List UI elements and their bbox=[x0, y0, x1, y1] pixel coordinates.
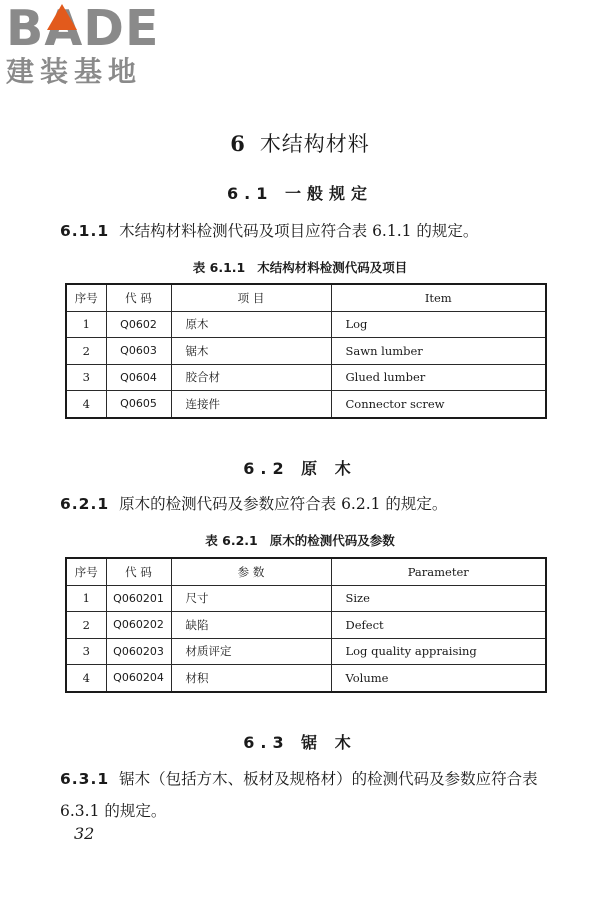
table-row: 4 Q0605 连接件 Connector screw bbox=[66, 391, 546, 418]
table-caption-6-1-1: 表 6.1.1 木结构材料检测代码及项目 bbox=[192, 260, 408, 275]
table-row: 2 Q060202 缺陷 Defect bbox=[66, 612, 546, 639]
table-6-1-1 bbox=[65, 283, 547, 419]
clause-number: 6.3.1 bbox=[60, 770, 110, 788]
section-heading-6-1: 6.1 一般规定 bbox=[227, 184, 373, 203]
header-cell: Parameter bbox=[331, 558, 546, 585]
clause-text: 原木的检测代码及参数应符合表 6.2.1 的规定。 bbox=[119, 495, 448, 513]
table-row: 3 Q0604 胶合材 Glued lumber bbox=[66, 364, 546, 391]
clause-6-1-1 bbox=[60, 215, 540, 247]
table-row: 3 Q060203 材质评定 Log quality appraising bbox=[66, 638, 546, 665]
page-number: 32 bbox=[74, 824, 95, 843]
header-cell: Item bbox=[331, 284, 546, 311]
header-cell: 参 数 bbox=[171, 558, 331, 585]
chapter-title bbox=[0, 128, 600, 158]
table-row: 1 Q060201 尺寸 Size bbox=[66, 585, 546, 612]
logo-subtitle: 建装基地 bbox=[6, 55, 143, 88]
header-cell: 代 码 bbox=[106, 558, 171, 585]
clause-number: 6.1.1 bbox=[60, 222, 110, 240]
table-caption-6-2-1: 表 6.2.1 原木的检测代码及参数 bbox=[205, 533, 395, 548]
section-heading-6-2: 6.2 原 木 bbox=[243, 459, 357, 478]
chapter-title-text: 木结构材料 bbox=[259, 132, 370, 156]
clause-number: 6.2.1 bbox=[60, 495, 110, 513]
bade-logo bbox=[6, 0, 181, 88]
section-heading-6-3: 6.3 锯 木 bbox=[243, 733, 357, 752]
header-cell: 项 目 bbox=[171, 284, 331, 311]
table-header-row bbox=[66, 284, 546, 311]
header-cell: 序号 bbox=[66, 558, 106, 585]
table-row: 4 Q060204 材积 Volume bbox=[66, 665, 546, 692]
table-row: 2 Q0603 锯木 Sawn lumber bbox=[66, 338, 546, 365]
header-cell: 代 码 bbox=[106, 284, 171, 311]
table-row: 1 Q0602 原木 Log bbox=[66, 311, 546, 338]
clause-6-3-1 bbox=[60, 763, 540, 827]
clause-6-2-1 bbox=[60, 488, 540, 520]
logo-triangle-icon bbox=[47, 4, 77, 30]
logo-brand: B ADE bbox=[6, 0, 160, 57]
chapter-number: 6 bbox=[230, 131, 246, 156]
table-6-2-1 bbox=[65, 557, 547, 693]
table-header-row bbox=[66, 558, 546, 585]
clause-text: 木结构材料检测代码及项目应符合表 6.1.1 的规定。 bbox=[119, 222, 479, 240]
clause-text: 锯木（包括方木、板材及规格材）的检测代码及参数应符合表 6.3.1 的规定。 bbox=[60, 770, 538, 820]
header-cell: 序号 bbox=[66, 284, 106, 311]
